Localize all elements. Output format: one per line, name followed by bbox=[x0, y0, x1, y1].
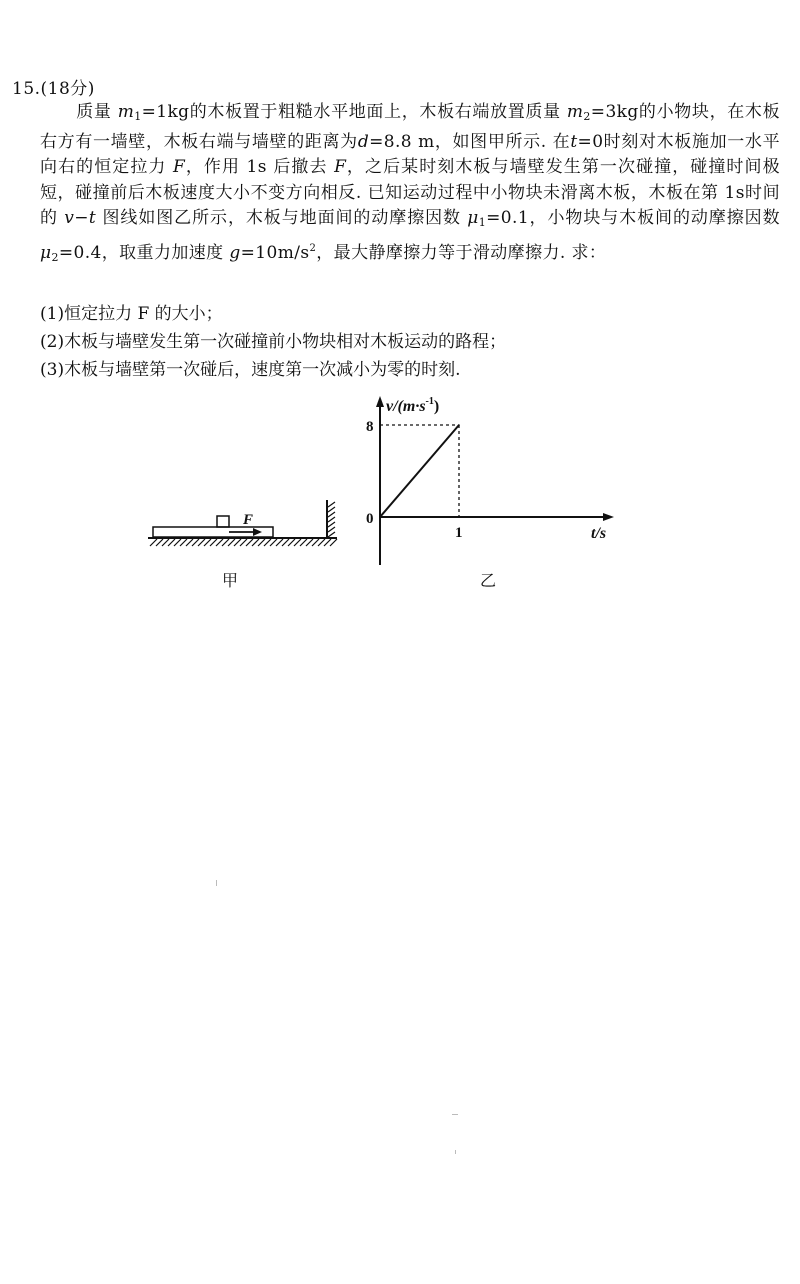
figure-yi-label: 乙 bbox=[480, 571, 497, 590]
body-text: =3kg的小物块，在木板右方有一墙壁，木板右端与墙壁的距离为 bbox=[40, 102, 780, 152]
y-tick-8: 8 bbox=[366, 419, 374, 435]
scan-speck bbox=[455, 1150, 456, 1154]
symbol-d: d bbox=[357, 131, 370, 152]
symbol-vt: v−t bbox=[64, 208, 97, 229]
body-text: =1kg的木板置于粗糙水平地面上，木板右端放置质量 bbox=[141, 102, 561, 122]
body-text: =10m/s bbox=[240, 242, 310, 263]
superscript-2: 2 bbox=[309, 242, 317, 254]
body-text: =0时刻对木板施加一水平向右的恒定拉力 bbox=[40, 131, 780, 178]
body-text: =0.1，小物块与木板间的动摩擦因数 bbox=[486, 208, 780, 229]
body-text: 质量 bbox=[76, 102, 112, 122]
subscript-1: 1 bbox=[134, 110, 142, 123]
sub-question-2: (2)木板与墙壁发生第一次碰撞前小物块相对木板运动的路程； bbox=[40, 332, 507, 352]
body-text: ，之后某时刻木板与墙壁发生第一次碰撞，碰撞时间极短，碰撞前后木板速度大小不变方向相反. 已知运动过程中小物块未滑离木板，木板在第 1s时间的 bbox=[40, 157, 780, 229]
scan-speck bbox=[452, 1114, 458, 1115]
sub-question-3: (3)木板与墙壁第一次碰后，速度第一次减小为零的时刻. bbox=[40, 360, 461, 380]
symbol-g: g bbox=[229, 242, 241, 263]
x-tick-1: 1 bbox=[455, 525, 463, 541]
subscript-2: 2 bbox=[583, 110, 591, 123]
subscript-2: 2 bbox=[51, 250, 59, 264]
y-axis-label: $v/(m\cdot s^{-1})$ bbox=[386, 396, 440, 415]
body-text: =8.8 m，如图甲所示. 在 bbox=[369, 131, 571, 152]
symbol-m1: m bbox=[117, 102, 135, 122]
subscript-1: 1 bbox=[478, 216, 487, 230]
body-text: ，最大静摩擦力等于滑动摩擦力. 求： bbox=[316, 242, 607, 263]
body-text: =0.4，取重力加速度 bbox=[58, 242, 224, 263]
vt-point-0 bbox=[379, 516, 381, 518]
symbol-F: F bbox=[334, 157, 347, 178]
symbol-m2: m bbox=[566, 102, 584, 122]
symbol-t: t bbox=[570, 131, 578, 152]
question-score: (18分) bbox=[40, 79, 95, 99]
symbol-mu2: μ bbox=[40, 242, 52, 263]
question-number: 15. bbox=[12, 79, 41, 99]
vt-point-1 bbox=[458, 424, 460, 426]
origin-label: 0 bbox=[366, 511, 374, 527]
x-axis-arrowhead bbox=[603, 513, 614, 521]
vt-series-line bbox=[380, 425, 459, 517]
symbol-mu1: μ bbox=[467, 208, 479, 229]
body-text: 图线如图乙所示，木板与地面间的动摩擦因数 bbox=[102, 208, 461, 229]
body-text: ，作用 1s 后撤去 bbox=[185, 157, 328, 178]
scan-speck bbox=[216, 880, 217, 886]
force-label: F bbox=[243, 512, 254, 528]
figure-jia-label: 甲 bbox=[222, 571, 239, 590]
x-axis-label: t/s bbox=[591, 525, 607, 542]
sub-question-1: (1)恒定拉力 F 的大小； bbox=[40, 304, 223, 324]
symbol-F: F bbox=[172, 157, 186, 178]
y-axis-arrowhead bbox=[376, 396, 384, 407]
